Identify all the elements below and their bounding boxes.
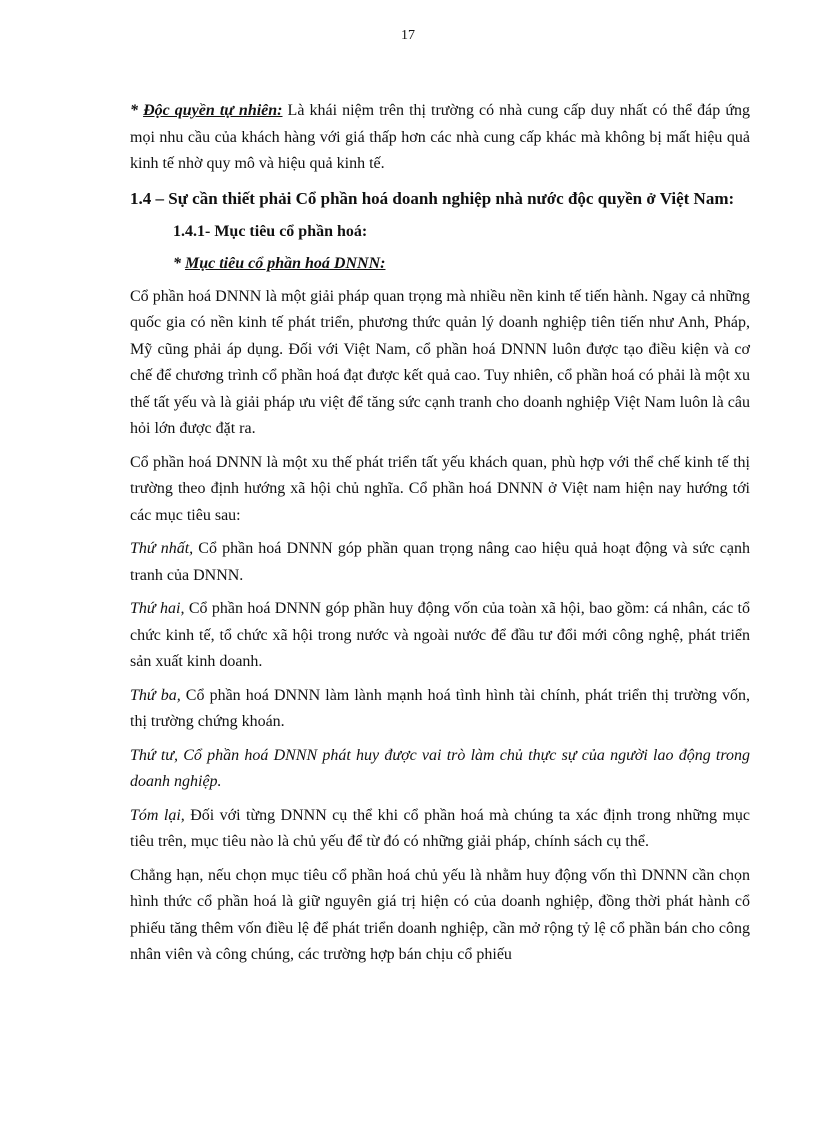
paragraph-summary — [130, 803, 750, 856]
paragraph-intro: Cổ phần hoá DNNN là một giải pháp quan trọng mà nhiều nền kinh tế tiến hành. Ngay cả những quốc gia có nền kinh tế phát triển, phương thức quản lý doanh nghiệp tiên tiến như Anh, Pháp, Mỹ cũng phải áp dụng. Đối với Việt Nam, cổ phần hoá DNNN luôn được tạo điều kiện và cơ chế để chương trình cổ phần hoá đạt được kết quả cao. Tuy nhiên, cổ phần hoá có phải là một xu thế tất yếu và là giải pháp ưu việt để tăng sức cạnh tranh cho doanh nghiệp Việt Nam luôn là câu hỏi lớn được đặt ra. — [130, 287, 750, 437]
paragraph-fourth: Thứ tư, Cổ phần hoá DNNN phát huy được vai trò làm chủ thực sự của người lao động trong doanh nghiệp. — [130, 746, 750, 790]
paragraph-trend: Cổ phần hoá DNNN là một xu thế phát triển tất yếu khách quan, phù hợp với thể chế kinh tế thị trường theo định hướng xã hội chủ nghĩa. Cổ phần hoá DNNN ở Việt nam hiện nay hướng tới các mục tiêu sau: — [130, 453, 750, 524]
first-text: Cổ phần hoá DNNN góp phần quan trọng nâng cao hiệu quả hoạt động và sức cạnh tranh của DNNN. — [130, 540, 750, 584]
third-lead: Thứ ba, — [130, 686, 181, 704]
third-text: Cổ phần hoá DNNN làm lành mạnh hoá tình hình tài chính, phát triển thị trường vốn, thị trường chứng khoán. — [130, 686, 750, 730]
paragraph-first — [130, 536, 750, 589]
summary-lead: Tóm lại, — [130, 806, 185, 824]
subsection-heading-1-4-1: 1.4.1- Mục tiêu cổ phần hoá: — [173, 222, 368, 240]
summary-text: Đối với từng DNNN cụ thể khi cổ phần hoá mà chúng ta xác định trong những mục tiêu trên, mục tiêu nào là chủ yếu để từ đó có những giải pháp, chính sách cụ thể. — [130, 806, 750, 850]
page-content — [130, 98, 750, 976]
objectives-heading — [130, 251, 750, 278]
section-heading-1-4: 1.4 – Sự cần thiết phải Cổ phần hoá doanh nghiệp nhà nước độc quyền ở Việt Nam: — [130, 188, 735, 208]
definition-prefix: * — [130, 102, 144, 119]
paragraph-second — [130, 596, 750, 676]
first-lead: Thứ nhất, — [130, 540, 194, 557]
paragraph-third — [130, 683, 750, 736]
paragraph-example: Chẳng hạn, nếu chọn mục tiêu cổ phần hoá chủ yếu là nhằm huy động vốn thì DNNN cần chọn hình thức cổ phần hoá là giữ nguyên giá trị hiện có của doanh nghiệp, đồng thời phát hành cổ phiếu tăng thêm vốn điều lệ để phát triển doanh nghiệp, cần mở rộng tỷ lệ cổ phần bán cho công nhân viên và công chúng, các trường hợp bán chịu cổ phiếu — [130, 866, 750, 963]
definition-term: Độc quyền tự nhiên: — [143, 102, 283, 119]
second-text: Cổ phần hoá DNNN góp phần huy động vốn của toàn xã hội, bao gồm: cá nhân, các tổ chức kinh tế, tổ chức xã hội trong nước và ngoài nước để đầu tư đổi mới công nghệ, phát triển sản xuất kinh doanh. — [130, 600, 750, 670]
definition-text: Là khái niệm trên thị trường có nhà cung cấp duy nhất có thể đáp ứng mọi nhu cầu của khách hàng với giá thấp hơn các nhà cung cấp khác mà không bị mất hiệu quả kinh tế nhờ quy mô và hiệu quả kinh tế. — [130, 102, 750, 172]
objectives-heading-prefix: * — [173, 255, 185, 272]
second-lead: Thứ hai, — [130, 600, 185, 617]
page-number: 17 — [401, 28, 415, 43]
objectives-heading-text: Mục tiêu cổ phần hoá DNNN: — [185, 255, 386, 272]
definition-paragraph — [130, 98, 750, 178]
